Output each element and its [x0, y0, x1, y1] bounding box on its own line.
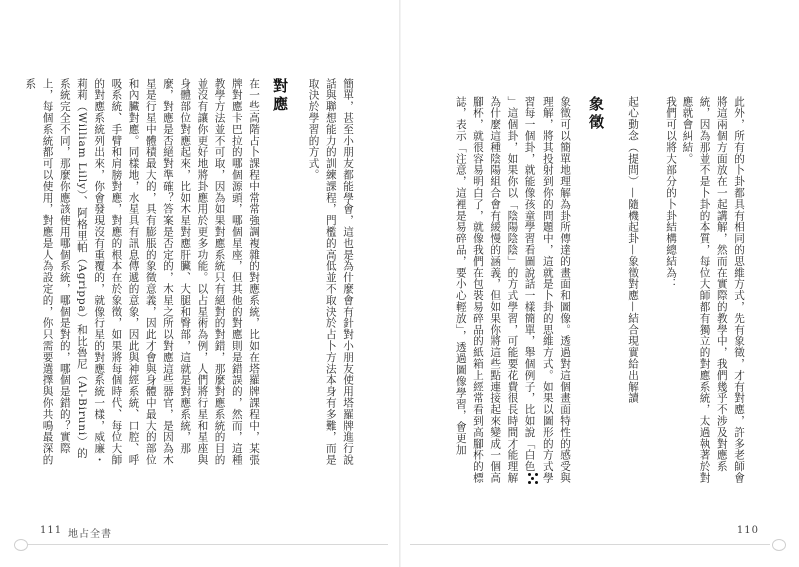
summary-flow-line: 起心動念（提問）—隨機起卦—象徵對應—結合現實給出解讀: [627, 96, 639, 404]
paragraph-summary-intro: 我們可以將大部分的卜卦結構總結為：: [665, 96, 677, 290]
paragraph-symbol-part2: 」這個卦，如果你以「陰陽陰陰」的方式學習，可能要花費很長時間才能理解為什麼這種陰陽組合會有緩慢的涵義，但如果你將這些點連接起來變成一個高腳杯，就很容易明白了，就像我們在包裝易碎品的紙箱上經常看到高腳杯的標誌，表示「注意，這裡是易碎品，要小心輕放」，透過圖像學習，會更加: [454, 96, 519, 484]
section-heading-symbol: 象徵: [587, 96, 605, 132]
paragraph-symbol-part1: 象徵可以簡單地理解為卦所傳達的畫面和圖像。透過對這個畫面特性的感受與理解，將其投射到你的問題中，這就是卜卦的思維方式。如果以圖形的方式學習每一個卦，就能像孩童學習看圖說話一樣簡單，舉個例子，比如說「白色: [523, 96, 571, 484]
geomantic-figure-icon: [527, 472, 539, 484]
ornament-left-icon: [14, 539, 28, 551]
paragraph-symbol: [423, 96, 573, 488]
footer-rule-left: [28, 544, 388, 551]
paragraph-intro: 此外，所有的卜卦都具有相同的思維方式，先有象徵，才有對應，許多老師會將這兩個方面放在一起講解，然而在實際的教學中，我們幾乎不涉及對應系統，因為那並不是卜卦的本質，每位大師都有獨立的對應系統，太過執著於對應就會糾結。: [681, 96, 745, 484]
page-number-right: 110: [736, 525, 759, 536]
paragraph-correspondence: 在一些高階占卜課程中常常強調複雜的對應系統，比如在塔羅牌課程中，某張牌對應卡巴拉的哪個源頭，哪個星座，但其他的對應則是錯誤的，然而，這種教學方法並不可取，因為如果對應系統只有絕對的對錯，那麼對應系統的目的並沒有讓你更好地將卦應用於更多功能。以占星術為例，人們將行星和星座與身體部位對應起來，比如木星對應肝臟、大腿和臀部，這就是對應系統，那麼，對應是否絕對準確？答案是否定的，木星之所以對應這些器官，是因為木星是行星中體積最大的，具有膨脹的象徵意義，因此才會與身體中最大的部位和內臟對應。同樣地，水星具有訊息傳遞的意象，因此與神經系統、口腔、呼吸系統、手臂和肩膀對應，對應的根本在於象徵，如果將每個時代、每位大師的對應系統列出來，你會發現沒有重覆的，就像行星的對應系統一樣，威廉・莉莉（William Lilly）、阿格里帕（Agrippa）和比魯尼（Al-Biruni）的系統完全不同，那麼你應該使用哪個系統，哪個是對的，哪個是錯的？實際上，每個系統都可以使用，對應是人為設定的，你只需要選擇與你共鳴最深的系: [24, 78, 260, 466]
page-gutter: [399, 0, 401, 567]
paragraph-continued: 簡單，甚至小朋友都能學會，這也是為什麼會有針對小朋友使用塔羅牌進行說話與聯想能力的訓練課程，門檻的高低並不取決於占卜方法本身有多難，而是取決於學習的方式。: [307, 78, 354, 466]
ornament-right-icon: [772, 539, 786, 551]
book-title: 地占全書: [68, 529, 112, 540]
page-number-left: 111: [40, 525, 63, 536]
section-heading-correspondence: 對應: [271, 78, 289, 114]
footer-rule-right: [410, 544, 770, 551]
